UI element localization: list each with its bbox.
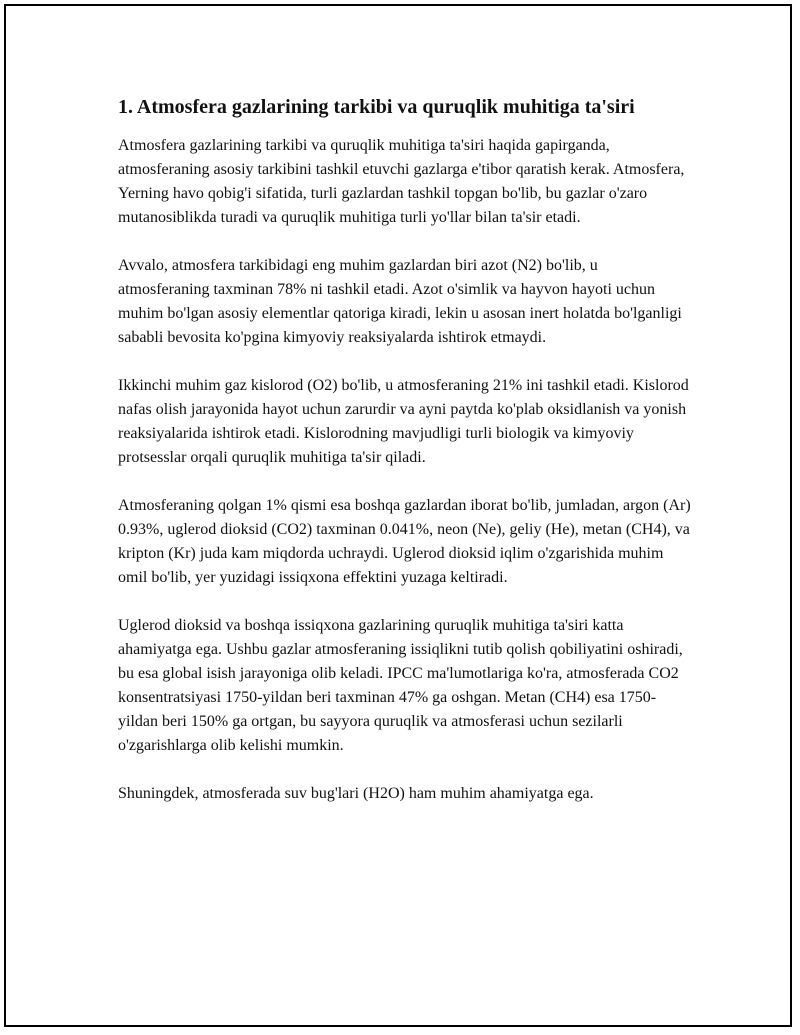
paragraph-greenhouse-gases: Uglerod dioksid va boshqa issiqxona gazlarining quruqlik muhitiga ta'siri katta ahamiyatga ega. Ushbu gazlar atmosferaning issiqlikni tutib qolish qobiliyatini oshiradi, bu esa global isish jarayoniga olib keladi. IPCC ma'lumotlariga ko'ra, atmosferada CO2 konsentratsiyasi 1750-yildan beri taxminan 47% ga oshgan. Metan (CH4) esa 1750-yildan beri 150% ga ortgan, bu sayyora quruqlik va atmosferasi uchun sezilarli o'zgarishlarga olib kelishi mumkin. xyxy=(118,617,683,754)
paragraph-water-vapor: Shuningdek, atmosferada suv bug'lari (H2O) ham muhim ahamiyatga ega. xyxy=(118,785,594,802)
document-body xyxy=(118,94,693,830)
paragraph-intro: Atmosfera gazlarining tarkibi va quruqlik muhitiga ta'siri haqida gapirganda, atmosferaning asosiy tarkibini tashkil etuvchi gazlarga e'tibor qaratish kerak. Atmosfera, Yerning havo qobig'i sifatida, turli gazlardan tashkil topgan bo'lib, bu gazlar o'zaro mutanosiblikda turadi va quruqlik muhitiga turli yo'llar bilan ta'sir etadi. xyxy=(118,137,685,226)
paragraph-other-gases: Atmosferaning qolgan 1% qismi esa boshqa gazlardan iborat bo'lib, jumladan, argon (Ar) 0.93%, uglerod dioksid (CO2) taxminan 0.041%, neon (Ne), geliy (He), metan (CH4), va kripton (Kr) juda kam miqdorda uchraydi. Uglerod dioksid iqlim o'zgarishida muhim omil bo'lib, yer yuzidagi issiqxona effektini yuzaga keltiradi. xyxy=(118,497,691,586)
section-heading: 1. Atmosfera gazlarining tarkibi va quruqlik muhitiga ta'siri xyxy=(118,96,635,118)
paragraph-oxygen: Ikkinchi muhim gaz kislorod (O2) bo'lib, u atmosferaning 21% ini tashkil etadi. Kislorod nafas olish jarayonida hayot uchun zarurdir va ayni paytda ko'plab oksidlanish va yonish reaksiyalarida ishtirok etadi. Kislorodning mavjudligi turli biologik va kimyoviy protsesslar orqali quruqlik muhitiga ta'sir qiladi. xyxy=(118,377,689,466)
paragraph-nitrogen: Avvalo, atmosfera tarkibidagi eng muhim gazlardan biri azot (N2) bo'lib, u atmosferaning taxminan 78% ni tashkil etadi. Azot o'simlik va hayvon hayoti uchun muhim bo'lgan asosiy elementlar qatoriga kiradi, lekin u asosan inert holatda bo'lganligi sababli bevosita ko'pgina kimyoviy reaksiyalarda ishtirok etmaydi. xyxy=(118,257,682,346)
